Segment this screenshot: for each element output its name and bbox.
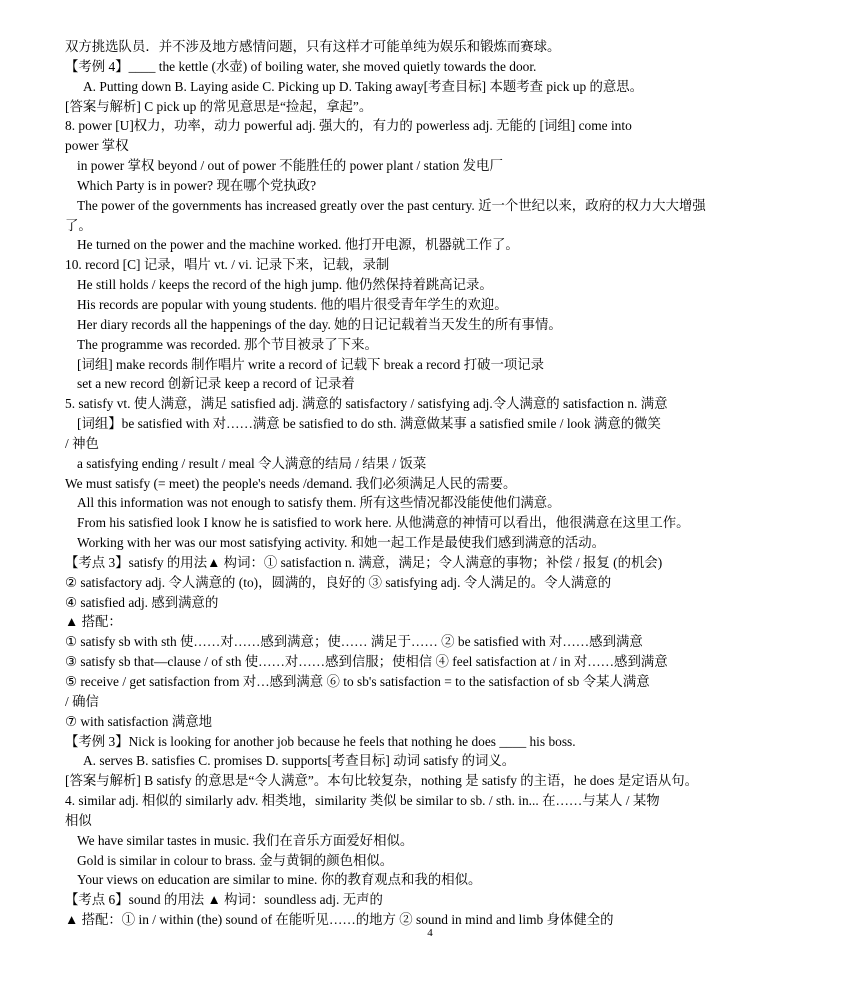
- text-line: The power of the governments has increased greatly over the past century. 近一个世纪以来，政府的权力大大增强: [77, 197, 706, 213]
- text-line: The programme was recorded. 那个节目被录了下来。: [77, 336, 378, 352]
- text-line: Her diary records all the happenings of the day. 她的日记记载着当天发生的所有事情。: [77, 316, 562, 332]
- text-line: ① satisfy sb with sth 使……对……感到满意；使…… 满足于…… ② be satisfied with 对……感到满意: [65, 634, 643, 650]
- text-line: 4. similar adj. 相似的 similarly adv. 相类地，similarity 类似 be similar to sb. / sth. in... 在……与某人 / 某物: [65, 793, 660, 809]
- text-line: 【考例 3】Nick is looking for another job because he feels that nothing he does ____ his boss.: [65, 733, 576, 749]
- text-line: ▲ 搭配：① in / within (the) sound of 在能听见……的地方 ② sound in mind and limb 身体健全的: [65, 912, 614, 928]
- text-line: 【考例 4】____ the kettle (水壶) of boiling water, she moved quietly towards the door.: [65, 58, 537, 74]
- text-line: ⑤ receive / get satisfaction from 对…感到满意 ⑥ to sb's satisfaction = to the satisfaction of sb 令某人满意: [65, 674, 650, 689]
- text-line: 相似: [65, 812, 92, 828]
- text-line: He still holds / keeps the record of the high jump. 他仍然保持着跳高记录。: [77, 277, 493, 293]
- text-line: 【考点 3】satisfy 的用法▲ 构词：① satisfaction n. 满意，满足；令人满意的事物；补偿 / 报复 (的机会): [65, 554, 663, 570]
- text-line: We must satisfy (= meet) the people's needs /demand. 我们必须满足人民的需要。: [65, 475, 517, 491]
- text-line: We have similar tastes in music. 我们在音乐方面爱好相似。: [77, 832, 414, 848]
- page-number: 4: [427, 927, 433, 939]
- text-line: power 掌权: [65, 138, 129, 154]
- text-line: 双方挑选队员．并不涉及地方感情问题，只有这样才可能单纯为娱乐和锻炼而赛球。: [65, 39, 561, 54]
- text-line: [词组] make records 制作唱片 write a record of 记载下 break a record 打破一项记录: [77, 356, 545, 372]
- text-line: From his satisfied look I know he is satisfied to work here. 从他满意的神情可以看出，他很满意在这里工作。: [77, 515, 690, 531]
- text-line: [答案与解析] B satisfy 的意思是“令人满意”。本句比较复杂，nothing 是 satisfy 的主语，he does 是定语从句。: [65, 773, 699, 789]
- text-line: / 确信: [65, 693, 99, 709]
- text-line: He turned on the power and the machine worked. 他打开电源，机器就工作了。: [77, 237, 519, 253]
- text-line: 10. record [C] 记录，唱片 vt. / vi. 记录下来，记载，录制: [65, 257, 390, 273]
- text-line: ④ satisfied adj. 感到满意的: [65, 594, 219, 610]
- text-line: ▲ 搭配：: [65, 614, 122, 630]
- text-line: His records are popular with young students. 他的唱片很受青年学生的欢迎。: [77, 296, 508, 312]
- text-line: Which Party is in power? 现在哪个党执政?: [77, 177, 317, 193]
- text-line: 了。: [65, 217, 92, 233]
- text-line: Gold is similar in colour to brass. 金与黄铜的颜色相似。: [77, 852, 394, 868]
- text-line: 【考点 6】sound 的用法 ▲ 构词：soundless adj. 无声的: [65, 892, 383, 908]
- text-line: [答案与解析] C pick up 的常见意思是“捡起，拿起”。: [65, 98, 373, 114]
- document-body: [65, 37, 805, 930]
- text-line: Your views on education are similar to mine. 你的教育观点和我的相似。: [77, 872, 482, 888]
- text-line: 5. satisfy vt. 使人满意，满足 satisfied adj. 满意的 satisfactory / satisfying adj.令人满意的 satisfaction n. 满意: [65, 396, 668, 412]
- text-line: A. serves B. satisfies C. promises D. supports[考查目标] 动词 satisfy 的词义。: [83, 753, 516, 769]
- text-line: ③ satisfy sb that—clause / of sth 使……对……感到信服；使相信 ④ feel satisfaction at / in 对……感到满意: [65, 654, 668, 670]
- text-line: / 神色: [65, 435, 99, 451]
- text-line: A. Putting down B. Laying aside C. Picking up D. Taking away[考查目标] 本题考查 pick up 的意思。: [83, 78, 644, 94]
- text-line: ⑦ with satisfaction 满意地: [65, 713, 213, 729]
- text-line: 8. power [U]权力，功率，动力 powerful adj. 强大的，有力的 powerless adj. 无能的 [词组] come into: [65, 118, 632, 134]
- text-line: a satisfying ending / result / meal 令人满意的结局 / 结果 / 饭菜: [77, 455, 427, 471]
- text-line: in power 掌权 beyond / out of power 不能胜任的 power plant / station 发电厂: [77, 158, 503, 174]
- text-line: Working with her was our most satisfying activity. 和她一起工作是最使我们感到满意的活动。: [77, 535, 606, 551]
- text-line: ② satisfactory adj. 令人满意的 (to)，圆满的，良好的 ③ satisfying adj. 令人满足的。令人满意的: [65, 574, 612, 590]
- text-line: [词组】be satisfied with 对……满意 be satisfied to do sth. 满意做某事 a satisfied smile / look 满意的微笑: [77, 416, 661, 432]
- text-line: All this information was not enough to satisfy them. 所有这些情况都没能使他们满意。: [77, 495, 561, 511]
- text-line: set a new record 创新记录 keep a record of 记录着: [77, 376, 355, 392]
